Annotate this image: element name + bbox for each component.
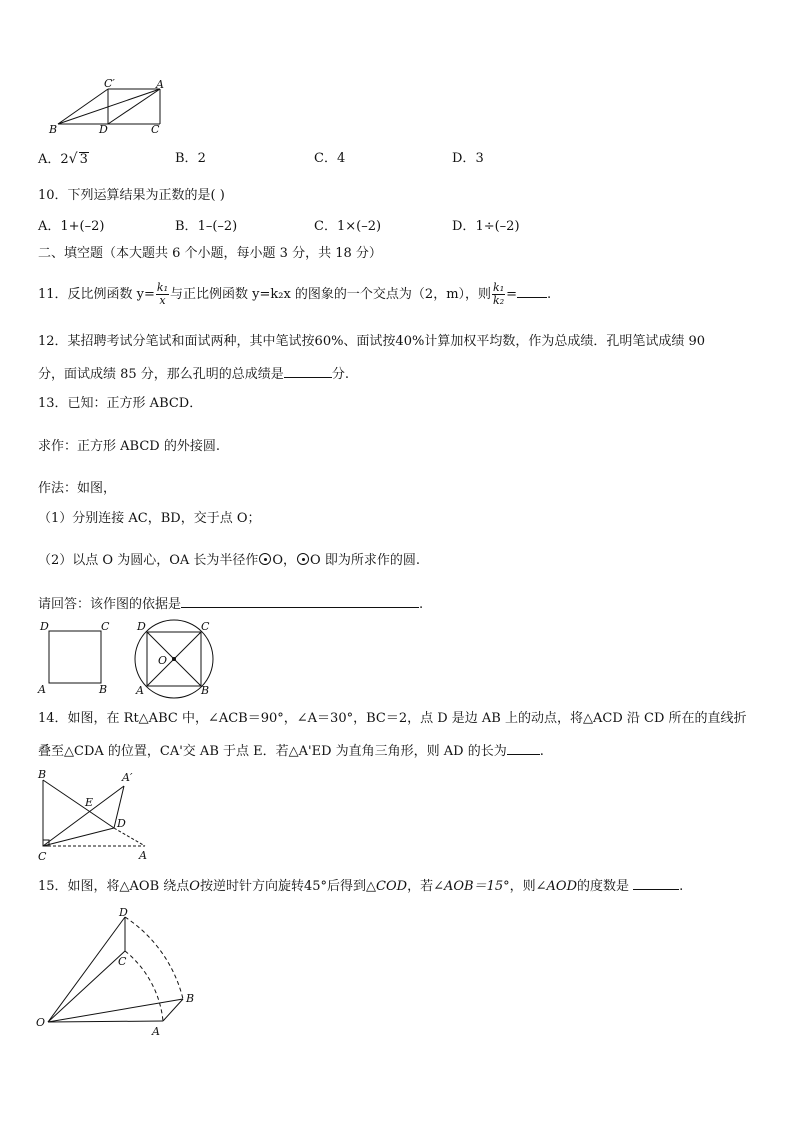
fig9-label-d: D bbox=[99, 123, 108, 136]
q12-answer-blank bbox=[284, 364, 332, 378]
q9-option-a: A．2√ 3 bbox=[38, 151, 88, 167]
q9-option-c: C．4 bbox=[314, 151, 346, 166]
q15-text: 15．如图，将△AOB 绕点O按逆时针方向旋转45°后得到△COD，若∠AOB＝15°，则∠AOD的度数是 . bbox=[38, 876, 683, 896]
fig9-label-c: C bbox=[151, 123, 160, 136]
fig14-label-c: C bbox=[38, 850, 47, 863]
q13-line-1: 13．已知：正方形 ABCD． bbox=[38, 396, 203, 411]
q10-option-b: B．1–(–2) bbox=[175, 219, 238, 234]
fig15-label-b: B bbox=[186, 992, 195, 1005]
fig13-right-label-d: D bbox=[137, 620, 146, 633]
fig14-label-d: D bbox=[117, 817, 126, 830]
q15-answer-blank bbox=[633, 876, 679, 890]
q12-line-1: 12．某招聘考试分笔试和面试两种，其中笔试按60%、面试按40%计算加权平均数，作为总成绩．孔明笔试成绩 90 bbox=[38, 334, 706, 349]
fig13-left-label-c: C bbox=[101, 620, 110, 633]
fig15-label-o: O bbox=[36, 1016, 46, 1029]
circle-dot-symbol bbox=[259, 553, 271, 565]
fig14-label-b: B bbox=[38, 768, 47, 781]
fig13-right-label-a: A bbox=[136, 684, 144, 697]
q11-text: 11．反比例函数 y= $\frac{\text{k₁}}{x}$ 与正比例函数 y=k₂x 的图象的一个交点为（2，m），则 $\frac{\text{k₁}}{\text{k₂}}$ = . bbox=[38, 281, 552, 307]
q13-line-5: （2）以点 O 为圆心，OA 长为半径作 O， O 即为所求作的圆. bbox=[38, 553, 420, 568]
q13-line-4: （1）分别连接 AC，BD，交于点 O； bbox=[38, 511, 261, 526]
q10-option-c: C．1×(–2) bbox=[314, 219, 382, 234]
fig13-right-label-o: O bbox=[158, 654, 168, 667]
q14-answer-blank bbox=[507, 741, 540, 755]
q12-line-2: 分，面试成绩 85 分，那么孔明的总成绩是 分. bbox=[38, 364, 349, 384]
fig13-left-label-d: D bbox=[40, 620, 49, 633]
q13-answer-blank bbox=[181, 594, 419, 608]
fig15-label-a: A bbox=[152, 1025, 160, 1038]
q10-option-d: D．1÷(–2) bbox=[452, 219, 520, 234]
fig9-label-cprime: C′ bbox=[104, 77, 115, 90]
q13-line-6: 请回答：该作图的依据是 . bbox=[38, 594, 423, 614]
fig9-label-b: B bbox=[49, 123, 58, 136]
q9-option-b: B．2 bbox=[175, 151, 206, 166]
q14-line-2: 叠至△CDA 的位置，CA'交 AB 于点 E．若△A'ED 为直角三角形，则 AD 的长为 . bbox=[38, 741, 544, 761]
q9-option-d: D．3 bbox=[452, 151, 484, 166]
fig13-right-label-c: C bbox=[201, 620, 210, 633]
fig9-label-a: A bbox=[156, 78, 164, 91]
fig13-left-label-b: B bbox=[99, 683, 108, 696]
q10-stem: 10．下列运算结果为正数的是( ) bbox=[38, 188, 225, 203]
q14-line-1: 14．如图，在 Rt△ABC 中，∠ACB＝90°，∠A＝30°，BC＝2，点 D 是边 AB 上的动点，将△ACD 沿 CD 所在的直线折 bbox=[38, 711, 747, 726]
fig15-label-c: C bbox=[118, 955, 127, 968]
q13-line-3: 作法：如图， bbox=[38, 481, 117, 496]
circle-dot-symbol bbox=[297, 553, 309, 565]
fig13-right-label-b: B bbox=[201, 684, 210, 697]
q10-option-a: A．1+(–2) bbox=[38, 219, 105, 234]
section-title: 二、填空题（本大题共 6 个小题，每小题 3 分，共 18 分） bbox=[38, 246, 382, 261]
fig14-label-aprime: A′ bbox=[122, 771, 133, 784]
fig14-label-e: E bbox=[85, 796, 94, 809]
q11-answer-blank bbox=[517, 284, 547, 298]
fig14-label-a: A bbox=[139, 849, 147, 862]
fig15-label-d: D bbox=[119, 906, 128, 919]
q13-line-2: 求作：正方形 ABCD 的外接圆. bbox=[38, 439, 220, 454]
fig13-left-label-a: A bbox=[38, 683, 46, 696]
